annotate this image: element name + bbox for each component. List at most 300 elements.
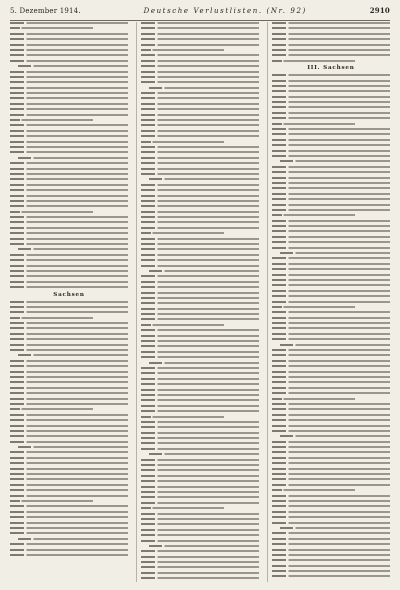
text-line: [141, 378, 259, 380]
text-line: [10, 333, 128, 335]
text-line: [272, 441, 390, 443]
text-line: [141, 146, 259, 148]
text-line: [141, 513, 259, 515]
column-lines: [10, 22, 128, 288]
column-middle: [136, 22, 259, 582]
text-line: [10, 195, 128, 197]
text-line: [141, 534, 259, 536]
text-line: [141, 44, 259, 46]
text-line: [272, 290, 390, 292]
text-line: [272, 306, 355, 308]
text-line: [272, 301, 390, 303]
text-line: [141, 318, 259, 320]
text-line: [272, 112, 390, 114]
text-line: [272, 236, 390, 238]
text-line: [141, 561, 259, 563]
text-line: [141, 65, 259, 67]
text-line: [280, 160, 390, 162]
text-line: [141, 480, 259, 482]
text-line: [272, 414, 390, 416]
text-line: [10, 511, 128, 513]
text-line: [141, 518, 259, 520]
text-line: [10, 216, 128, 218]
text-line: [141, 356, 259, 358]
column-right: [267, 22, 390, 582]
text-line: [10, 54, 128, 56]
text-line: [141, 475, 259, 477]
text-line: [141, 232, 224, 234]
text-line: [141, 38, 259, 40]
text-line: [141, 383, 259, 385]
text-line: [141, 162, 259, 164]
text-line: [10, 130, 128, 132]
text-line: [141, 340, 259, 342]
text-line: [272, 49, 390, 51]
text-line: [272, 505, 390, 507]
text-line: [280, 252, 390, 254]
text-line: [272, 150, 390, 152]
text-line: [272, 279, 390, 281]
text-line: [10, 451, 128, 453]
text-line: [10, 168, 128, 170]
text-line: [272, 257, 390, 259]
text-line: [272, 60, 355, 62]
text-line: [272, 101, 390, 103]
text-line: [141, 114, 259, 116]
text-line: [272, 349, 390, 351]
text-line: [272, 381, 390, 383]
text-line: [10, 232, 128, 234]
text-line: [272, 478, 390, 480]
text-line: [10, 468, 128, 470]
text-line: [10, 549, 128, 551]
text-line: [141, 157, 259, 159]
text-line: [141, 227, 259, 229]
text-line: [141, 49, 224, 51]
text-line: [272, 495, 390, 497]
text-line: [141, 523, 259, 525]
text-line: [141, 556, 259, 558]
text-line: [272, 274, 390, 276]
text-line: [141, 491, 259, 493]
text-line: [149, 453, 259, 455]
text-line: [141, 275, 259, 277]
text-line: [272, 522, 390, 524]
text-line: [10, 419, 128, 421]
text-line: [141, 540, 259, 542]
text-line: [141, 281, 259, 283]
text-line: [272, 155, 390, 157]
column-lines: [10, 301, 128, 556]
text-line: [141, 54, 259, 56]
text-line: [10, 27, 93, 29]
text-line: [141, 389, 259, 391]
text-line: [10, 275, 128, 277]
text-line: [141, 496, 259, 498]
text-line: [272, 187, 390, 189]
text-line: [141, 216, 259, 218]
text-line: [272, 54, 390, 56]
text-line: [141, 168, 259, 170]
text-line: [141, 292, 259, 294]
text-line: [10, 114, 128, 116]
text-line: [10, 119, 93, 121]
text-line: [141, 97, 259, 99]
text-line: [10, 124, 128, 126]
text-line: [141, 76, 259, 78]
text-line: [141, 221, 259, 223]
text-line: [141, 367, 259, 369]
text-line: [141, 464, 259, 466]
text-line: [10, 301, 128, 303]
text-line: [272, 392, 390, 394]
text-line: [149, 87, 259, 89]
text-line: [272, 446, 390, 448]
text-line: [10, 462, 128, 464]
header-date: 5. Dezember 1914.: [10, 7, 81, 15]
text-line: [141, 200, 259, 202]
text-line: [272, 177, 390, 179]
text-line: [10, 211, 93, 213]
text-line: [272, 511, 390, 513]
text-line: [141, 248, 259, 250]
text-line: [10, 238, 128, 240]
text-line: [141, 502, 259, 504]
text-line: [272, 38, 390, 40]
text-line: [272, 311, 390, 313]
text-line: [10, 135, 128, 137]
column-lines: [272, 22, 390, 62]
text-line: [10, 141, 128, 143]
text-line: [141, 189, 259, 191]
text-line: [141, 529, 259, 531]
text-line: [10, 381, 128, 383]
text-line: [10, 349, 128, 351]
text-line: [272, 209, 390, 211]
text-line: [141, 459, 259, 461]
text-line: [149, 545, 259, 547]
text-line: [10, 338, 128, 340]
text-line: [10, 414, 128, 416]
text-line: [141, 254, 259, 256]
text-line: [141, 416, 224, 418]
text-line: [141, 421, 259, 423]
text-line: [18, 538, 128, 540]
text-line: [141, 351, 259, 353]
text-line: [272, 85, 390, 87]
section-heading: III. Sachsen: [307, 65, 355, 72]
text-line: [10, 478, 128, 480]
text-line: [141, 550, 259, 552]
text-line: [10, 87, 128, 89]
text-line: [141, 195, 259, 197]
text-line: [10, 489, 128, 491]
text-line: [272, 462, 390, 464]
text-line: [272, 473, 390, 475]
text-line: [272, 543, 390, 545]
text-line: [18, 248, 128, 250]
text-line: [272, 500, 390, 502]
text-line: [272, 204, 390, 206]
text-line: [272, 317, 390, 319]
text-line: [10, 322, 128, 324]
text-line: [272, 193, 390, 195]
header-title: Deutsche Verlustlisten. (Nr. 92): [143, 7, 307, 15]
text-line: [10, 365, 128, 367]
text-line: [272, 425, 390, 427]
text-line: [10, 49, 128, 51]
text-line: [272, 516, 390, 518]
text-line: [141, 141, 224, 143]
text-line: [10, 178, 128, 180]
text-line: [141, 399, 259, 401]
text-line: [141, 135, 259, 137]
text-line: [272, 295, 390, 297]
text-line: [10, 398, 128, 400]
text-line: [272, 554, 390, 556]
text-line: [272, 139, 390, 141]
text-line: [141, 448, 259, 450]
text-line: [272, 128, 390, 130]
text-line: [141, 432, 259, 434]
text-line: [141, 426, 259, 428]
text-line: [141, 308, 259, 310]
text-line: [10, 108, 128, 110]
text-line: [141, 302, 259, 304]
text-line: [141, 60, 259, 62]
text-line: [10, 103, 128, 105]
text-line: [10, 60, 128, 62]
text-line: [10, 505, 128, 507]
text-line: [10, 184, 128, 186]
text-line: [272, 80, 390, 82]
text-line: [141, 329, 259, 331]
text-line: [10, 281, 128, 283]
text-line: [272, 33, 390, 35]
text-line: [272, 575, 390, 577]
text-line: [272, 570, 390, 572]
text-line: [149, 270, 259, 272]
text-line: [10, 317, 93, 319]
text-line: [10, 146, 128, 148]
text-line: [141, 71, 259, 73]
text-line: [10, 189, 128, 191]
text-line: [141, 577, 259, 579]
text-line: [141, 486, 259, 488]
section-heading: Sachsen: [53, 291, 85, 298]
text-line: [18, 354, 128, 356]
text-line: [272, 247, 390, 249]
text-line: [141, 394, 259, 396]
text-line: [272, 106, 390, 108]
page-header: [10, 6, 390, 21]
text-line: [280, 435, 390, 437]
text-line: [10, 495, 128, 497]
text-line: [141, 243, 259, 245]
text-line: [10, 76, 128, 78]
text-line: [141, 81, 259, 83]
text-line: [141, 265, 259, 267]
text-line: [272, 360, 390, 362]
text-line: [141, 211, 259, 213]
text-line: [272, 403, 390, 405]
text-line: [141, 27, 259, 29]
text-line: [10, 408, 93, 410]
text-line: [272, 365, 390, 367]
text-line: [272, 268, 390, 270]
text-line: [141, 238, 259, 240]
text-line: [141, 297, 259, 299]
text-line: [272, 220, 390, 222]
text-line: [272, 241, 390, 243]
text-line: [10, 500, 93, 502]
text-line: [272, 166, 390, 168]
text-line: [10, 457, 128, 459]
text-line: [141, 22, 259, 24]
text-line: [272, 144, 390, 146]
text-line: [10, 151, 128, 153]
text-line: [10, 435, 128, 437]
text-line: [141, 572, 259, 574]
text-line: [272, 398, 355, 400]
text-line: [10, 484, 128, 486]
text-line: [10, 221, 128, 223]
text-line: [272, 489, 355, 491]
text-line: [10, 22, 128, 24]
text-line: [141, 345, 259, 347]
text-line: [272, 430, 390, 432]
text-line: [10, 344, 128, 346]
text-line: [272, 96, 390, 98]
column-lines: [141, 22, 259, 579]
text-line: [141, 313, 259, 315]
header-page-number: 2910: [369, 6, 390, 15]
text-line: [272, 387, 390, 389]
column-lines: [272, 74, 390, 577]
text-line: [10, 81, 128, 83]
text-line: [272, 338, 390, 340]
text-line: [10, 270, 128, 272]
text-line: [141, 335, 259, 337]
text-line: [141, 259, 259, 261]
text-line: [18, 446, 128, 448]
text-line: [10, 473, 128, 475]
text-line: [272, 90, 390, 92]
text-line: [141, 103, 259, 105]
text-line: [141, 130, 259, 132]
text-line: [272, 565, 390, 567]
text-line: [272, 327, 390, 329]
text-line: [272, 133, 390, 135]
text-line: [272, 214, 355, 216]
text-line: [10, 243, 128, 245]
text-line: [10, 259, 128, 261]
text-line: [149, 362, 259, 364]
text-line: [141, 108, 259, 110]
text-line: [272, 198, 390, 200]
text-line: [141, 286, 259, 288]
text-line: [141, 205, 259, 207]
text-line: [272, 451, 390, 453]
text-line: [149, 178, 259, 180]
text-line: [10, 376, 128, 378]
text-line: [10, 425, 128, 427]
text-line: [272, 74, 390, 76]
text-line: [141, 184, 259, 186]
text-line: [10, 392, 128, 394]
text-line: [272, 322, 390, 324]
text-line: [18, 65, 128, 67]
text-line: [272, 263, 390, 265]
text-line: [141, 119, 259, 121]
text-line: [10, 227, 128, 229]
text-line: [10, 38, 128, 40]
text-line: [10, 532, 128, 534]
text-line: [141, 92, 259, 94]
text-line: [10, 265, 128, 267]
text-line: [141, 173, 259, 175]
text-line: [272, 333, 390, 335]
text-line: [272, 371, 390, 373]
text-line: [272, 468, 390, 470]
text-line: [280, 344, 390, 346]
text-line: [10, 286, 128, 288]
text-line: [272, 376, 390, 378]
text-line: [272, 230, 390, 232]
text-line: [141, 405, 259, 407]
text-line: [272, 117, 390, 119]
text-line: [10, 527, 128, 529]
text-line: [272, 532, 390, 534]
text-line: [272, 354, 390, 356]
text-line: [272, 44, 390, 46]
text-line: [141, 124, 259, 126]
text-line: [10, 403, 128, 405]
text-line: [10, 543, 128, 545]
text-line: [10, 44, 128, 46]
text-line: [141, 410, 259, 412]
text-line: [10, 522, 128, 524]
text-line: [272, 484, 390, 486]
text-line: [280, 527, 390, 529]
text-line: [10, 92, 128, 94]
text-line: [141, 469, 259, 471]
text-line: [272, 171, 390, 173]
text-line: [10, 254, 128, 256]
text-line: [10, 200, 128, 202]
text-line: [272, 27, 390, 29]
text-line: [141, 507, 224, 509]
text-line: [141, 566, 259, 568]
text-line: [141, 151, 259, 153]
text-line: [272, 549, 390, 551]
text-line: [10, 441, 128, 443]
text-line: [141, 33, 259, 35]
text-line: [272, 457, 390, 459]
text-line: [141, 372, 259, 374]
text-line: [10, 360, 128, 362]
text-line: [10, 173, 128, 175]
text-line: [10, 162, 128, 164]
text-line: [18, 157, 128, 159]
text-line: [141, 324, 224, 326]
text-line: [10, 33, 128, 35]
text-line: [272, 559, 390, 561]
text-line: [272, 123, 355, 125]
text-line: [10, 205, 128, 207]
column-left: [10, 22, 128, 582]
text-line: [10, 306, 128, 308]
